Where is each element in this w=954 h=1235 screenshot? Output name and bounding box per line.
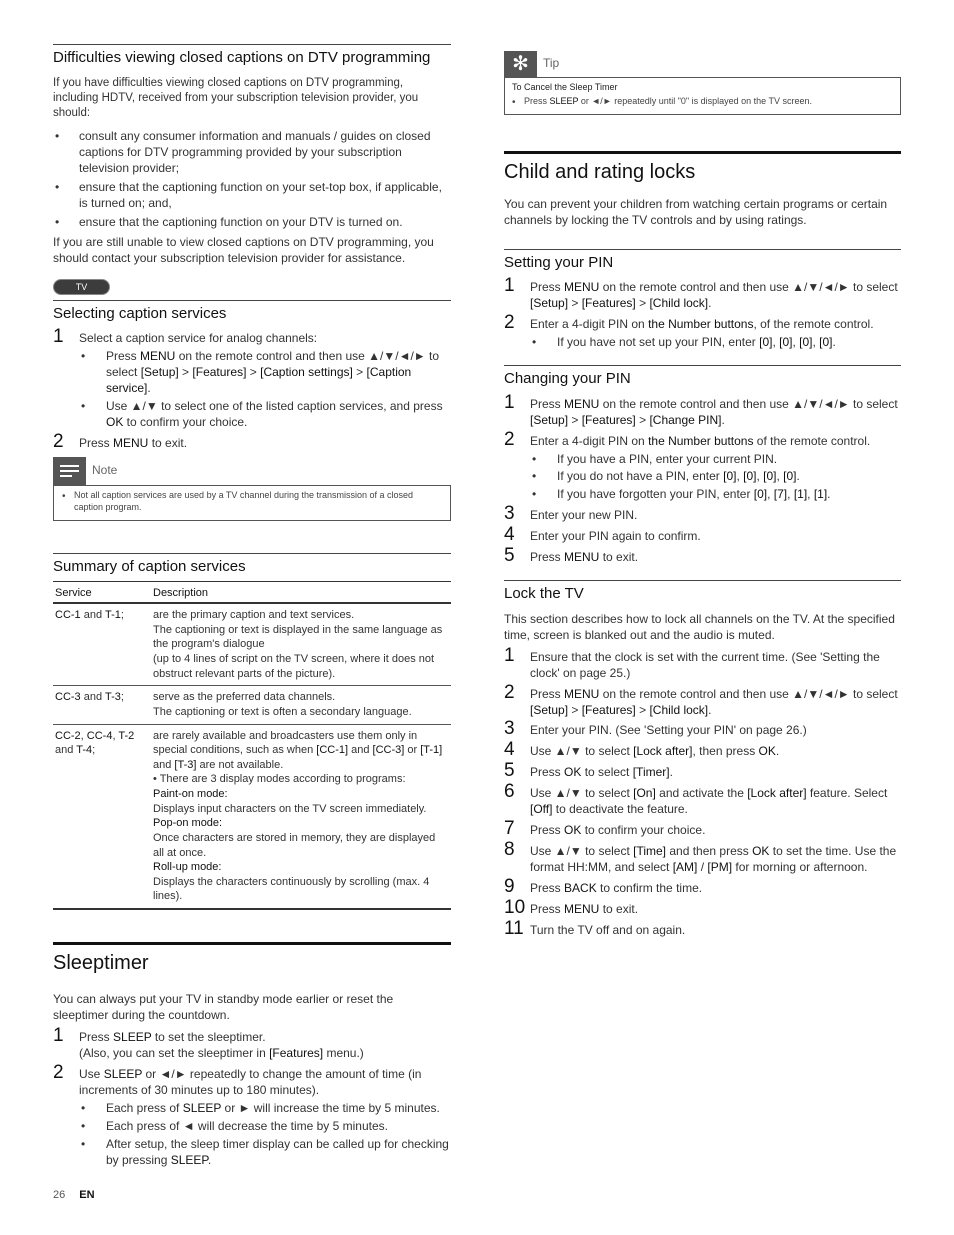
- step-1-sublist: [79, 349, 451, 431]
- step-2: 2 Enter a 4-digit PIN on the Number buttons of the remote control. • If you have a PIN, enter your current PIN. • If you do not have a PIN, enter [0], [0], [0], [0]. • If you have forgotten your PIN, enter [0], [7], [1], [1].: [504, 434, 901, 504]
- step-number: 1: [53, 326, 64, 348]
- dtv-bullet-list: [53, 129, 451, 231]
- description-cell: are rarely available and broadcasters use them only in special conditions, such as when [CC-1] and [CC-3] or [T-1] and [T-3] are not available. • There are 3 display modes according to programs: Paint-on mode: Displays input characters on the TV screen immediately. Pop-on mode: Once characters are stored in memory, they are displayed all at once. Roll-up mode: Displays the characters continuously by scrolling (max. 4 lines).: [151, 724, 451, 909]
- selecting-caption-section: [53, 300, 451, 452]
- service-cell: CC-1 and T-1;: [53, 603, 151, 686]
- list-item: • ensure that the captioning function on your DTV is turned on.: [53, 215, 451, 231]
- child-lock-intro: You can prevent your children from watching certain programs or certain channels by locking the TV controls and by using ratings.: [504, 196, 888, 227]
- step-2: 2 Press MENU to exit.: [53, 431, 188, 453]
- lock-tv-heading: Lock the TV: [504, 580, 901, 604]
- table-row: [53, 686, 451, 724]
- note-icon: [53, 457, 86, 485]
- list-item: • If you have forgotten your PIN, enter [0], [7], [1], [1].: [530, 487, 901, 503]
- list-item: • If you have a PIN, enter your current PIN.: [530, 452, 901, 468]
- dtv-outro: If you are still unable to view closed captions on DTV programming, you should contact your subscription television provider for assistance.: [53, 235, 434, 266]
- step-number: 2: [504, 681, 515, 703]
- step-5: 5 Press MENU to exit.: [504, 545, 639, 567]
- step-number: 1: [53, 1024, 64, 1046]
- note-text: • Not all caption services are used by a TV channel during the transmission of a closed caption program.: [62, 490, 442, 514]
- tip-box: [504, 51, 901, 115]
- right-column: [504, 0, 901, 944]
- step-2: 2 Use SLEEP or ◄/► repeatedly to change the amount of time (in increments of 30 minutes up to 180 minutes). • Each press of SLEEP or ► will increase the time by 5 minutes. • Each press of ◄ will decrease the time by 5 minutes. • After setup, the sleep timer display can be called up for checking by pressing SLEEP.: [53, 1067, 451, 1169]
- step-number: 11: [504, 917, 524, 939]
- language-code: EN: [79, 1189, 95, 1201]
- step-7: 7 Press OK to confirm your choice.: [504, 818, 706, 840]
- changing-pin-steps: [504, 391, 901, 567]
- page-number: 26: [53, 1189, 66, 1201]
- service-cell: CC-3 and T-3;: [53, 686, 151, 724]
- dtv-heading: Difficulties viewing closed captions on DTV programming: [53, 44, 451, 68]
- step-8: 8 Use ▲/▼ to select [Time] and then press OK to set the time. Use the format HH:MM, and select [AM] / [PM] for morning or afternoon.: [504, 839, 897, 875]
- step-3: 3 Enter your new PIN.: [504, 503, 638, 525]
- page-footer: [53, 1188, 95, 1203]
- step-9: 9 Press BACK to confirm the time.: [504, 876, 703, 898]
- changing-pin-heading: Changing your PIN: [504, 365, 901, 389]
- tv-badge: TV: [53, 279, 110, 295]
- dtv-section: [53, 44, 451, 267]
- description-cell: are the primary caption and text services. The captioning or text is displayed in the same language as the program's dialogue (up to 4 lines of script on the TV screen, where it does not obstruct relevant parts of the picture).: [151, 603, 451, 686]
- note-body: [53, 485, 451, 521]
- list-item: • Each press of SLEEP or ► will increase the time by 5 minutes.: [79, 1101, 451, 1117]
- caption-services-table: [53, 581, 451, 911]
- step-4: 4 Enter your PIN again to confirm.: [504, 524, 701, 546]
- sleeptimer-section: [53, 942, 451, 1169]
- step-2: 2 Press MENU on the remote control and then use ▲/▼/◄/► to select [Setup] > [Features] > [Child lock].: [504, 681, 898, 717]
- step-number: 6: [504, 781, 515, 803]
- setting-pin-heading: Setting your PIN: [504, 249, 901, 273]
- table-row: [53, 724, 451, 909]
- step-5: 5 Press OK to select [Timer].: [504, 760, 673, 782]
- step-number: 5: [504, 760, 515, 782]
- step-1: 1 Press SLEEP to set the sleeptimer. (Also, you can set the sleeptimer in [Features] menu.): [53, 1024, 364, 1060]
- service-cell: CC-2, CC-4, T-2 and T-4;: [53, 724, 151, 909]
- step-2-sublist: [530, 335, 901, 351]
- table-header-row: [53, 581, 451, 603]
- child-lock-section: [504, 151, 901, 229]
- list-item: • Press MENU on the remote control and then use ▲/▼/◄/► to select [Setup] > [Features] > [Caption settings] > [Caption service].: [79, 349, 451, 397]
- step-2-sublist: [530, 452, 901, 504]
- step-number: 2: [504, 312, 515, 334]
- step-number: 3: [504, 718, 515, 740]
- lock-tv-intro: This section describes how to lock all channels on the TV. At the specified time, screen is blanked out and the audio is muted.: [504, 611, 895, 642]
- step-number: 1: [504, 275, 515, 297]
- list-item: • If you do not have a PIN, enter [0], [0], [0], [0].: [530, 469, 901, 485]
- sleeptimer-intro: You can always put your TV in standby mode earlier or reset the sleeptimer during the countdown.: [53, 992, 394, 1023]
- tip-title: To Cancel the Sleep Timer: [512, 82, 618, 92]
- tip-body: [504, 77, 901, 115]
- list-item: • consult any consumer information and manuals / guides on closed captions for DTV programming provided by your subscription television provider;: [53, 129, 451, 177]
- step-number: 3: [504, 503, 515, 525]
- list-item: • Each press of ◄ will decrease the time by 5 minutes.: [79, 1119, 451, 1135]
- step-1: 1 Press MENU on the remote control and then use ▲/▼/◄/► to select [Setup] > [Features] > [Child lock].: [504, 275, 898, 311]
- step-number: 2: [53, 431, 64, 453]
- list-item: • ensure that the captioning function on your set-top box, if applicable, is turned on; and,: [53, 180, 451, 212]
- column-header-description: Description: [151, 581, 451, 603]
- note-box: [53, 457, 451, 521]
- step-1: 1 Press MENU on the remote control and then use ▲/▼/◄/► to select [Setup] > [Features] > [Change PIN].: [504, 391, 898, 427]
- summary-heading: Summary of caption services: [53, 553, 451, 577]
- changing-pin-section: [504, 365, 901, 566]
- sleeptimer-heading: Sleeptimer: [53, 942, 451, 976]
- lock-tv-steps: [504, 644, 901, 939]
- list-item: • After setup, the sleep timer display can be called up for checking by pressing SLEEP.: [79, 1137, 451, 1169]
- step-4: 4 Use ▲/▼ to select [Lock after], then press OK.: [504, 739, 780, 761]
- setting-pin-section: [504, 249, 901, 351]
- tip-header: [504, 51, 901, 77]
- selecting-heading: Selecting caption services: [53, 300, 451, 324]
- step-3: 3 Enter your PIN. (See 'Setting your PIN' on page 26.): [504, 718, 807, 740]
- step-number: 1: [504, 644, 515, 666]
- note-label: Note: [92, 463, 118, 478]
- step-11: 11 Turn the TV off and on again.: [504, 917, 686, 939]
- column-header-service: Service: [53, 581, 151, 603]
- step-text: Select a caption service for analog channels:: [79, 331, 318, 346]
- step-number: 1: [504, 391, 515, 413]
- table-row: [53, 603, 451, 686]
- step-number: 7: [504, 818, 515, 840]
- description-cell: serve as the preferred data channels. The captioning or text is often a secondary language.: [151, 686, 451, 724]
- step-number: 2: [53, 1061, 64, 1083]
- step-2-sublist: [79, 1101, 451, 1169]
- step-6: 6 Use ▲/▼ to select [On] and activate the [Lock after] feature. Select [Off] to deactivate the feature.: [504, 781, 888, 817]
- step-2: 2 Enter a 4-digit PIN on the Number buttons, of the remote control. • If you have not set up your PIN, enter [0], [0], [0], [0].: [504, 317, 901, 351]
- dtv-intro: If you have difficulties viewing closed captions on DTV programming, including HDTV, received from your subscription television provider, you should:: [53, 76, 419, 120]
- step-number: 4: [504, 524, 515, 546]
- step-number: 5: [504, 545, 515, 567]
- step-1: [53, 326, 451, 431]
- list-item: • If you have not set up your PIN, enter [0], [0], [0], [0].: [530, 335, 901, 351]
- step-number: 9: [504, 876, 515, 898]
- setting-pin-steps: [504, 275, 901, 351]
- child-lock-heading: Child and rating locks: [504, 151, 901, 185]
- step-number: 2: [504, 428, 515, 450]
- tip-sparkle-icon: ✻: [504, 51, 537, 77]
- step-10: 10 Press MENU to exit.: [504, 897, 639, 919]
- list-item: • Use ▲/▼ to select one of the listed caption services, and press OK to confirm your choice.: [79, 399, 451, 431]
- step-number: 8: [504, 839, 515, 861]
- selecting-steps: [53, 326, 451, 453]
- step-1: 1 Ensure that the clock is set with the current time. (See 'Setting the clock' on page 25.): [504, 644, 880, 680]
- left-column: [53, 0, 451, 1174]
- step-number: 10: [504, 897, 526, 919]
- note-header: [53, 457, 451, 485]
- tip-label: Tip: [543, 56, 560, 71]
- tip-text: • Press SLEEP or ◄/► repeatedly until "0" is displayed on the TV screen.: [512, 96, 892, 108]
- summary-section: [53, 553, 451, 910]
- sleeptimer-steps: [53, 1024, 451, 1169]
- lock-tv-section: [504, 580, 901, 939]
- step-number: 4: [504, 739, 515, 761]
